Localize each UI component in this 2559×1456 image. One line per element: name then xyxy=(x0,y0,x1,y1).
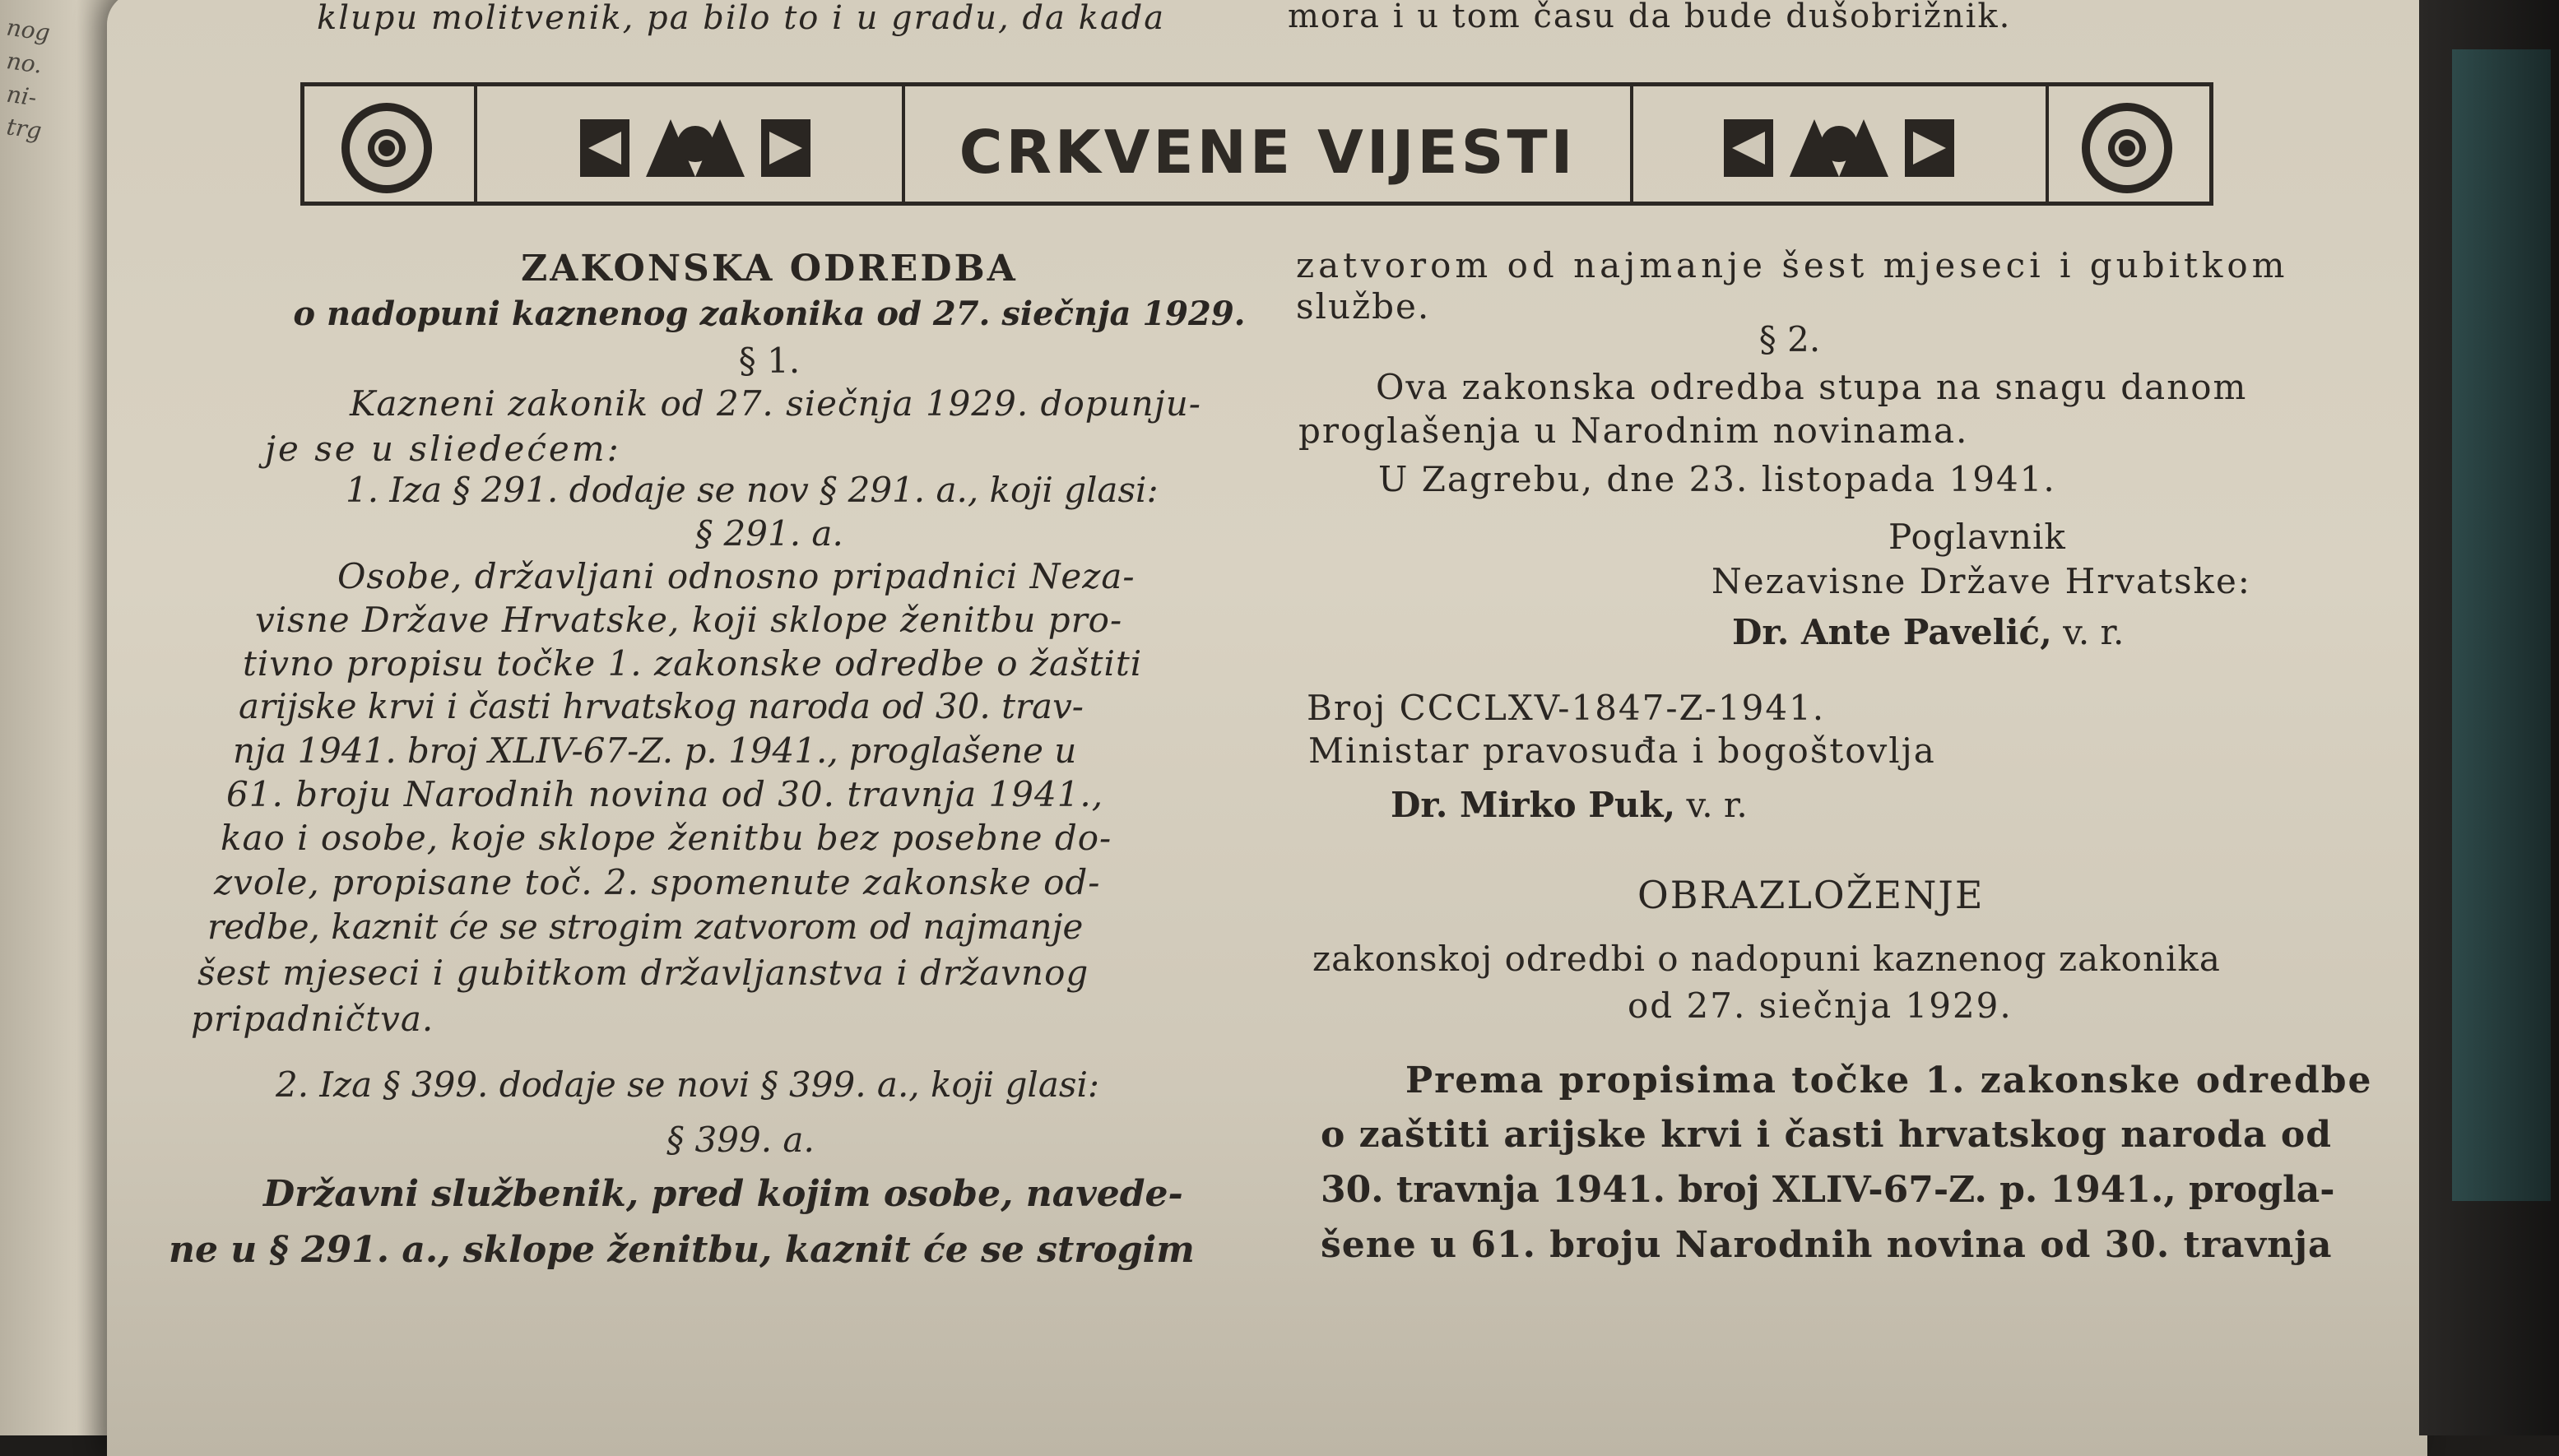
left-subheading: o nadopuni kaznenog zakonika od 27. siečnja 1929. xyxy=(293,294,1246,333)
margin-fragment: trg xyxy=(4,113,44,145)
banner-title: CRKVENE VIJESTI xyxy=(959,118,1577,187)
place-date: U Zagrebu, dne 23. listopada 1941. xyxy=(1378,459,2056,499)
section-399a-label: § 399. a. xyxy=(666,1120,815,1160)
top-line-right: mora i u tom času da bude dušobrižnik. xyxy=(1288,0,2012,35)
banner-cell-title xyxy=(905,86,1633,202)
paragraph-line: zvole, propisane toč. 2. spomenute zakonske od- xyxy=(214,862,1101,902)
right-book-edge xyxy=(2419,0,2559,1435)
paragraph-line: redbe, kaznit će se strogim zatvorom od najmanje xyxy=(207,907,1084,947)
signature-suffix: v. r. xyxy=(1686,785,1748,825)
rosette-icon xyxy=(341,103,432,193)
signature-org: Nezavisne Države Hrvatske: xyxy=(1711,561,2251,601)
paragraph-line: službe. xyxy=(1296,286,1431,327)
banner-cell-right xyxy=(2049,86,2218,202)
item-1-line: 1. Iza § 291. dodaje se nov § 291. a., koji glasi: xyxy=(346,470,1159,510)
paragraph-line: zatvorom od najmanje šest mjeseci i gubitkom xyxy=(1296,245,2289,285)
margin-fragment: no. xyxy=(4,47,44,79)
explanation-subheading: od 27. siečnja 1929. xyxy=(1628,985,2013,1026)
paragraph-line: tivno propisu točke 1. zakonske odredbe o žaštiti xyxy=(243,643,1143,684)
margin-fragment: nog xyxy=(4,13,52,47)
paragraph-line: je se u sliedećem: xyxy=(265,429,621,469)
paragraph-line: Ova zakonska odredba stupa na snagu danom xyxy=(1376,367,2248,407)
paragraph-line: 30. travnja 1941. broj XLIV-67-Z. p. 1941., progla- xyxy=(1321,1169,2335,1211)
paragraph-line: ne u § 291. a., sklope ženitbu, kaznit će se strogim xyxy=(169,1229,1195,1271)
banner-cell-left xyxy=(304,86,477,202)
section-banner xyxy=(300,82,2213,206)
margin-fragment: ni- xyxy=(4,80,39,112)
section-1-label: § 1. xyxy=(738,341,801,381)
signature-name: Dr. Ante Pavelić, xyxy=(1732,612,2052,652)
section-291a-label: § 291. a. xyxy=(695,513,843,554)
explanation-heading: OBRAZLOŽENJE xyxy=(1637,873,1985,917)
paragraph-line: kao i osobe, koje sklope ženitbu bez posebne do- xyxy=(221,818,1112,858)
paragraph-line: 61. broju Narodnih novina od 30. travnja 1941., xyxy=(226,774,1104,814)
banner-cell-ornament-right xyxy=(1633,86,2049,202)
paragraph-line: visne Države Hrvatske, koji sklope ženitbu pro- xyxy=(255,600,1123,640)
paragraph-line: pripadničtva. xyxy=(191,999,434,1039)
paragraph-line: nja 1941. broj XLIV-67-Z. p. 1941., proglašene u xyxy=(233,730,1077,771)
floral-ornament-icon xyxy=(580,111,810,185)
item-2-line: 2. Iza § 399. dodaje se novi § 399. a., koji glasi: xyxy=(276,1064,1100,1105)
signature-name: Dr. Mirko Puk, xyxy=(1391,785,1676,825)
signature-line-2 xyxy=(1391,785,1748,825)
paragraph-line: šest mjeseci i gubitkom državljanstva i državnog xyxy=(197,953,1089,993)
left-heading: ZAKONSKA ODREDBA xyxy=(521,248,1018,290)
floral-ornament-icon xyxy=(1724,111,1954,185)
paragraph-line: Državni službenik, pred kojim osobe, navede- xyxy=(263,1173,1183,1215)
paragraph-line: Osobe, državljani odnosno pripadnici Neza- xyxy=(337,556,1136,596)
paragraph-line: Kazneni zakonik od 27. siečnja 1929. dopunju- xyxy=(350,383,1201,424)
paragraph-line: šene u 61. broju Narodnih novina od 30. travnja xyxy=(1321,1224,2333,1266)
banner-cell-ornament-left xyxy=(477,86,905,202)
paragraph-line: arijske krvi i časti hrvatskog naroda od 30. trav- xyxy=(239,686,1084,726)
signature-line-1 xyxy=(1732,612,2125,652)
paragraph-line: o zaštiti arijske krvi i časti hrvatskog naroda od xyxy=(1321,1114,2332,1156)
minister-title: Ministar pravosuđa i bogoštovlja xyxy=(1308,730,1936,771)
section-2-label: § 2. xyxy=(1758,319,1821,359)
book-cover xyxy=(2452,49,2551,1201)
signature-title: Poglavnik xyxy=(1888,517,2066,557)
signature-suffix: v. r. xyxy=(2063,612,2125,652)
document-number: Broj CCCLXV-1847-Z-1941. xyxy=(1307,688,1826,728)
top-line-left: klupu molitvenik, pa bilo to i u gradu, da kada xyxy=(317,0,1166,37)
explanation-subheading: zakonskoj odredbi o nadopuni kaznenog zakonika xyxy=(1312,939,2221,979)
paragraph-line: Prema propisima točke 1. zakonske odredbe xyxy=(1405,1060,2373,1101)
rosette-icon xyxy=(2082,103,2172,193)
paragraph-line: proglašenja u Narodnim novinama. xyxy=(1298,410,1969,451)
